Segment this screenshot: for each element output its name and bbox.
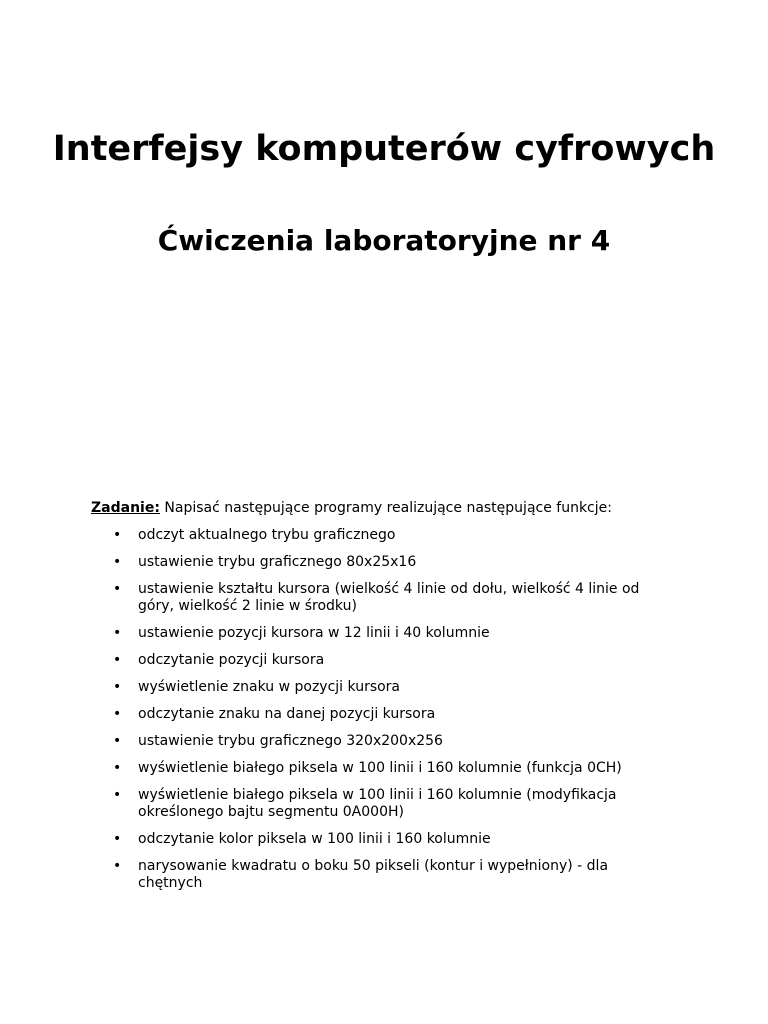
list-item-text: odczytanie pozycji kursora xyxy=(138,652,325,668)
list-item xyxy=(91,652,658,669)
task-label: Zadanie: xyxy=(91,500,160,516)
bullet-icon: • xyxy=(113,527,122,543)
list-item xyxy=(91,760,658,777)
list-item xyxy=(91,733,658,750)
list-item-text: wyświetlenie białego piksela w 100 linii i 160 kolumnie (funkcja 0CH) xyxy=(138,760,622,776)
bullet-icon: • xyxy=(113,652,122,668)
bullet-icon: • xyxy=(113,733,122,749)
list-item-text: odczytanie kolor piksela w 100 linii i 160 kolumnie xyxy=(138,831,491,847)
list-item xyxy=(91,787,658,821)
bullet-icon: • xyxy=(113,706,122,722)
task-list xyxy=(91,527,671,892)
list-item xyxy=(91,831,658,848)
list-item-text: ustawienie trybu graficznego 320x200x256 xyxy=(138,733,443,749)
list-item xyxy=(91,581,658,615)
list-item-text: odczytanie znaku na danej pozycji kursora xyxy=(138,706,436,722)
bullet-icon: • xyxy=(113,554,122,570)
task-text: Napisać następujące programy realizujące następujące funkcje: xyxy=(159,500,612,516)
list-item xyxy=(91,679,658,696)
bullet-icon: • xyxy=(113,679,122,695)
list-item-text: wyświetlenie białego piksela w 100 linii i 160 kolumnie (modyfikacja określonego bajtu segmentu 0A000H) xyxy=(138,787,617,820)
list-item xyxy=(91,527,658,544)
bullet-icon: • xyxy=(113,787,122,803)
list-item-text: narysowanie kwadratu o boku 50 pikseli (kontur i wypełniony) - dla chętnych xyxy=(138,858,609,891)
list-item-text: ustawienie kształtu kursora (wielkość 4 linie od dołu, wielkość 4 linie od góry, wielkość 2 linie w środku) xyxy=(138,581,640,614)
task-intro xyxy=(91,500,671,517)
bullet-icon: • xyxy=(113,625,122,641)
list-item-text: wyświetlenie znaku w pozycji kursora xyxy=(138,679,401,695)
list-item-text: odczyt aktualnego trybu graficznego xyxy=(138,527,396,543)
list-item-text: ustawienie trybu graficznego 80x25x16 xyxy=(138,554,417,570)
document-subtitle: Ćwiczenia laboratoryjne nr 4 xyxy=(157,224,611,257)
list-item xyxy=(91,625,658,642)
list-item xyxy=(91,554,658,571)
list-item xyxy=(91,858,658,892)
bullet-icon: • xyxy=(113,760,122,776)
task-section xyxy=(91,500,671,902)
document-title: Interfejsy komputerów cyfrowych xyxy=(52,129,716,169)
bullet-icon: • xyxy=(113,831,122,847)
bullet-icon: • xyxy=(113,858,122,874)
bullet-icon: • xyxy=(113,581,122,597)
list-item-text: ustawienie pozycji kursora w 12 linii i 40 kolumnie xyxy=(138,625,490,641)
list-item xyxy=(91,706,658,723)
